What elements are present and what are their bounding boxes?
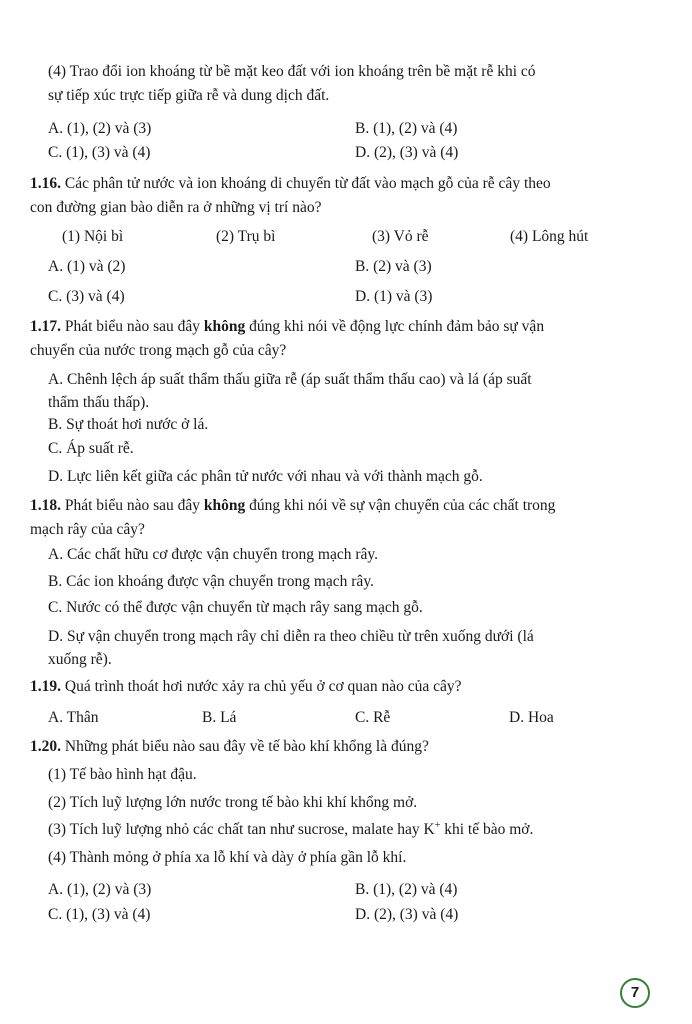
- q19-option-b: B. Lá: [202, 709, 237, 726]
- q16-item-1: (1) Nội bì: [62, 228, 124, 245]
- q19-option-d: D. Hoa: [509, 709, 554, 726]
- q18-line-2: mạch rây của cây?: [30, 521, 145, 538]
- q19-text: Quá trình thoát hơi nước xảy ra chủ yếu ở cơ quan nào của cây?: [61, 678, 462, 695]
- q20-number: 1.20.: [30, 738, 61, 755]
- q16-line-2: con đường gian bào diễn ra ở những vị trí nào?: [30, 199, 322, 216]
- q18-option-b: B. Các ion khoáng được vận chuyển trong mạch rây.: [48, 573, 374, 590]
- q16-option-b: B. (2) và (3): [355, 258, 432, 275]
- q18-option-a: A. Các chất hữu cơ được vận chuyển trong mạch rây.: [48, 546, 379, 563]
- q20-option-c: C. (1), (3) và (4): [48, 906, 151, 923]
- q18-option-d-line-2: xuống rễ).: [48, 651, 112, 668]
- page-number: 7: [620, 978, 650, 1008]
- q16-item-3: (3) Vỏ rễ: [372, 228, 429, 245]
- q17-line-2: chuyển của nước trong mạch gỗ của cây?: [30, 342, 287, 359]
- q20-statement-3-pre: (3) Tích luỹ lượng nhỏ các chất tan như sucrose, malate hay K: [48, 821, 435, 838]
- q19-line-1: [30, 677, 462, 697]
- q20-statement-4: (4) Thành mỏng ở phía xa lỗ khí và dày ở phía gần lỗ khí.: [48, 849, 407, 866]
- q16-item-4: (4) Lông hút: [510, 228, 589, 245]
- intro-line-2: sự tiếp xúc trực tiếp giữa rễ và dung dịch đất.: [48, 87, 330, 104]
- q19-number: 1.19.: [30, 678, 61, 695]
- q17-option-a-line-1: A. Chênh lệch áp suất thẩm thấu giữa rễ (áp suất thẩm thấu cao) và lá (áp suất: [48, 371, 532, 388]
- q17-text-pre: Phát biểu nào sau đây: [61, 318, 204, 335]
- q16-option-c: C. (3) và (4): [48, 288, 125, 305]
- q18-line-1: [30, 496, 555, 516]
- q18-text-post: đúng khi nói về sự vận chuyển của các chất trong: [245, 497, 556, 514]
- q17-line-1: [30, 317, 544, 337]
- q20-text: Những phát biểu nào sau đây về tế bào khí khổng là đúng?: [61, 738, 429, 755]
- q16-number: 1.16.: [30, 175, 61, 192]
- q20-line-1: [30, 737, 429, 757]
- q17-option-c: C. Áp suất rễ.: [48, 440, 134, 457]
- q20-statement-3: [48, 820, 533, 840]
- q16-option-a: A. (1) và (2): [48, 258, 126, 275]
- q20-statement-3-post: khi tế bào mở.: [440, 821, 534, 838]
- q18-option-c: C. Nước có thể được vận chuyển từ mạch rây sang mạch gỗ.: [48, 599, 423, 616]
- q16-line-1: [30, 174, 551, 194]
- q17-text-bold: không: [203, 318, 246, 335]
- intro-option-a: A. (1), (2) và (3): [48, 120, 152, 137]
- q16-text: Các phân tử nước và ion khoáng di chuyển từ đất vào mạch gỗ của rễ cây theo: [61, 175, 551, 192]
- q19-option-c: C. Rễ: [355, 709, 391, 726]
- q18-option-d-line-1: D. Sự vận chuyển trong mạch rây chỉ diễn ra theo chiều từ trên xuống dưới (lá: [48, 628, 534, 645]
- q17-text-post: đúng khi nói về động lực chính đảm bảo sự vận: [245, 318, 545, 335]
- intro-option-b: B. (1), (2) và (4): [355, 120, 458, 137]
- q18-text-bold: không: [203, 497, 246, 514]
- q17-option-b: B. Sự thoát hơi nước ở lá.: [48, 416, 209, 433]
- q20-statement-3-sup: +: [434, 819, 441, 831]
- q20-option-b: B. (1), (2) và (4): [355, 881, 458, 898]
- q16-option-d: D. (1) và (3): [355, 288, 433, 305]
- q19-option-a: A. Thân: [48, 709, 99, 726]
- intro-option-d: D. (2), (3) và (4): [355, 144, 459, 161]
- q18-text-pre: Phát biểu nào sau đây: [61, 497, 204, 514]
- q17-number: 1.17.: [30, 318, 61, 335]
- q20-statement-1: (1) Tế bào hình hạt đậu.: [48, 766, 197, 783]
- q17-option-d: D. Lực liên kết giữa các phân tử nước với nhau và với thành mạch gỗ.: [48, 468, 483, 485]
- intro-line-1: (4) Trao đổi ion khoáng từ bề mặt keo đất với ion khoáng trên bề mặt rễ khi có: [48, 63, 536, 80]
- q20-option-d: D. (2), (3) và (4): [355, 906, 459, 923]
- q18-number: 1.18.: [30, 497, 61, 514]
- q16-item-2: (2) Trụ bì: [216, 228, 276, 245]
- q17-option-a-line-2: thẩm thấu thấp).: [48, 394, 150, 411]
- q20-option-a: A. (1), (2) và (3): [48, 881, 152, 898]
- q20-statement-2: (2) Tích luỹ lượng lớn nước trong tế bào khi khí khổng mở.: [48, 794, 418, 811]
- intro-option-c: C. (1), (3) và (4): [48, 144, 151, 161]
